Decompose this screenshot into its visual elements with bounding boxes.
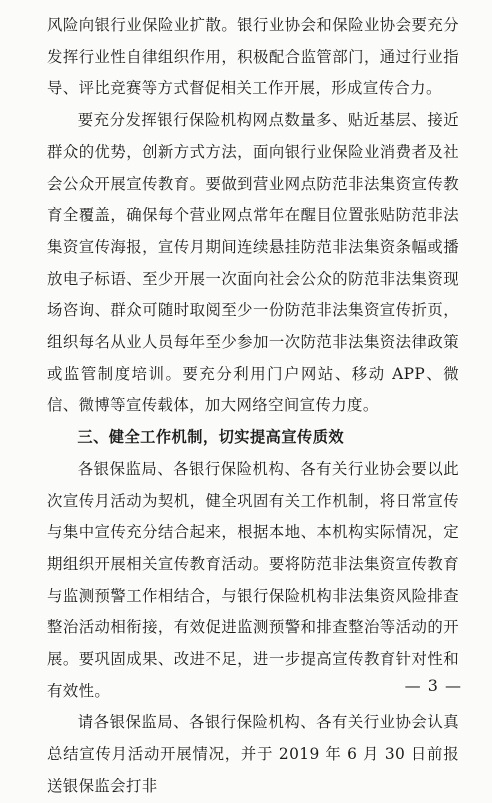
document-body	[47, 10, 459, 803]
paragraph-outreach: 要充分发挥银行保险机构网点数量多、贴近基层、接近群众的优势，创新方式方法，面向银行业保险业消费者及社会公众开展宣传教育。要做到营业网点防范非法集资宣传教育全覆盖，确保每个营业网点常年在醒目位置张贴防范非法集资宣传海报，宣传月期间连续悬挂防范非法集资条幅或播放电子标语、至少开展一次面向社会公众的防范非法集资现场咨询、群众可随时取阅至少一份防范非法集资宣传折页，组织每名从业人员每年至少参加一次防范非法集资法律政策或监管制度培训。要充分利用门户网站、移动 APP、微信、微博等宣传载体，加大网络空间宣传力度。	[47, 111, 459, 415]
paragraph-continuation: 风险向银行业保险业扩散。银行业协会和保险业协会要充分发挥行业性自律组织作用，积极配合监管部门，通过行业指导、评比竞赛等方式督促相关工作开展，形成宣传合力。	[47, 16, 459, 98]
paragraph-reporting: 请各银保监局、各银行保险机构、各有关行业协会认真总结宣传月活动开展情况，并于 2019 年 6 月 30 日前报送银保监会打非	[47, 713, 459, 795]
section-heading-3: 三、健全工作机制，切实提高宣传质效	[77, 428, 345, 447]
paragraph-mechanism: 各银保监局、各银行保险机构、各有关行业协会要以此次宣传月活动为契机，健全巩固有关工作机制，将日常宣传与集中宣传充分结合起来，根据本地、本机构实际情况，定期组织开展相关宣传教育活动。要将防范非法集资宣传教育与监测预警工作相结合，与银行保险机构非法集资风险排查整治活动相衔接，有效促进监测预警和排查整治等活动的开展。要巩固成果、改进不足，进一步提高宣传教育针对性和有效性。	[47, 459, 459, 700]
page-number: — 3 —	[404, 676, 462, 695]
